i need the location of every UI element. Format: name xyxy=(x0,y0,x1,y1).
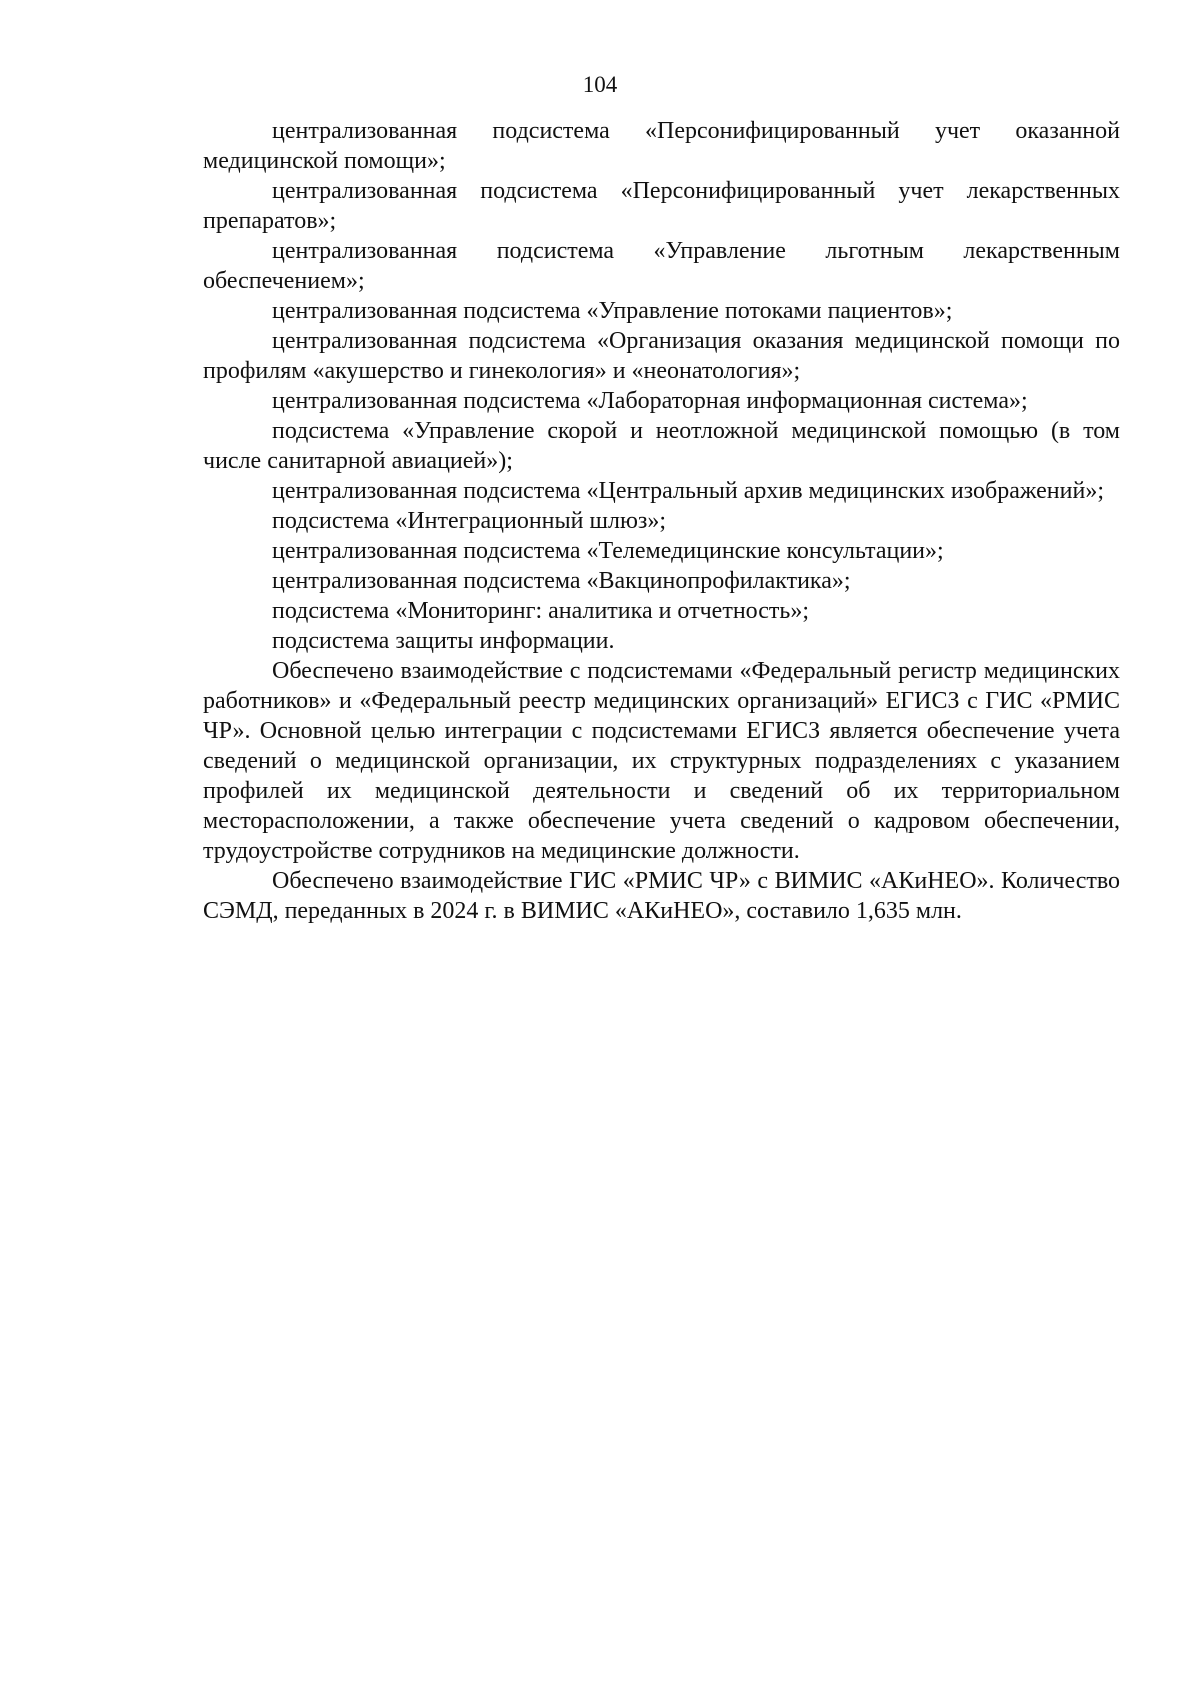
paragraph-egisz-integration: Обеспечено взаимодействие с подсистемами «Федеральный регистр медицинских работников» и «Федеральный реестр медицинских организаций» ЕГИСЗ с ГИС «РМИС ЧР». Основной целью интеграции с подсистемами ЕГИСЗ является обеспечение учета сведений о медицинской организации, их структурных подразделениях с указанием профилей их медицинской деятельности и сведений об их территориальном месторасположении, а также обеспечение учета сведений о кадровом обеспечении, трудоустройстве сотрудников на медицинские должности. xyxy=(203,658,1120,864)
list-item-laboratory-system: централизованная подсистема «Лабораторная информационная система»; xyxy=(272,388,1028,414)
list-item-personified-care: централизованная подсистема «Персонифицированный учет оказанной медицинской помощи»; xyxy=(203,118,1120,174)
list-item-information-security: подсистема защиты информации. xyxy=(272,628,615,654)
list-item-patient-flows: централизованная подсистема «Управление потоками пациентов»; xyxy=(272,298,953,324)
list-item-monitoring: подсистема «Мониторинг: аналитика и отчетность»; xyxy=(272,598,810,624)
list-item-integration-gateway: подсистема «Интеграционный шлюз»; xyxy=(272,508,667,534)
page-number: 104 xyxy=(582,72,618,97)
list-item-obstetrics-neonatology: централизованная подсистема «Организация оказания медицинской помощи по профилям «акушерство и гинекология» и «неонатология»; xyxy=(203,328,1120,384)
list-item-personified-drugs: централизованная подсистема «Персонифицированный учет лекарственных препаратов»; xyxy=(203,178,1120,234)
list-item-image-archive: централизованная подсистема «Центральный архив медицинских изображений»; xyxy=(272,478,1104,504)
list-item-telemedicine: централизованная подсистема «Телемедицинские консультации»; xyxy=(272,538,944,564)
list-item-preferential-drugs: централизованная подсистема «Управление льготным лекарственным обеспечением»; xyxy=(203,238,1120,294)
paragraph-vimis-akineo: Обеспечено взаимодействие ГИС «РМИС ЧР» с ВИМИС «АКиНЕО». Количество СЭМД, переданных в 2024 г. в ВИМИС «АКиНЕО», составило 1,635 млн. xyxy=(203,868,1120,924)
list-item-vaccination: централизованная подсистема «Вакцинопрофилактика»; xyxy=(272,568,851,594)
document-body xyxy=(203,116,1120,926)
list-item-emergency-care: подсистема «Управление скорой и неотложной медицинской помощью (в том числе санитарной авиацией»); xyxy=(203,418,1120,474)
